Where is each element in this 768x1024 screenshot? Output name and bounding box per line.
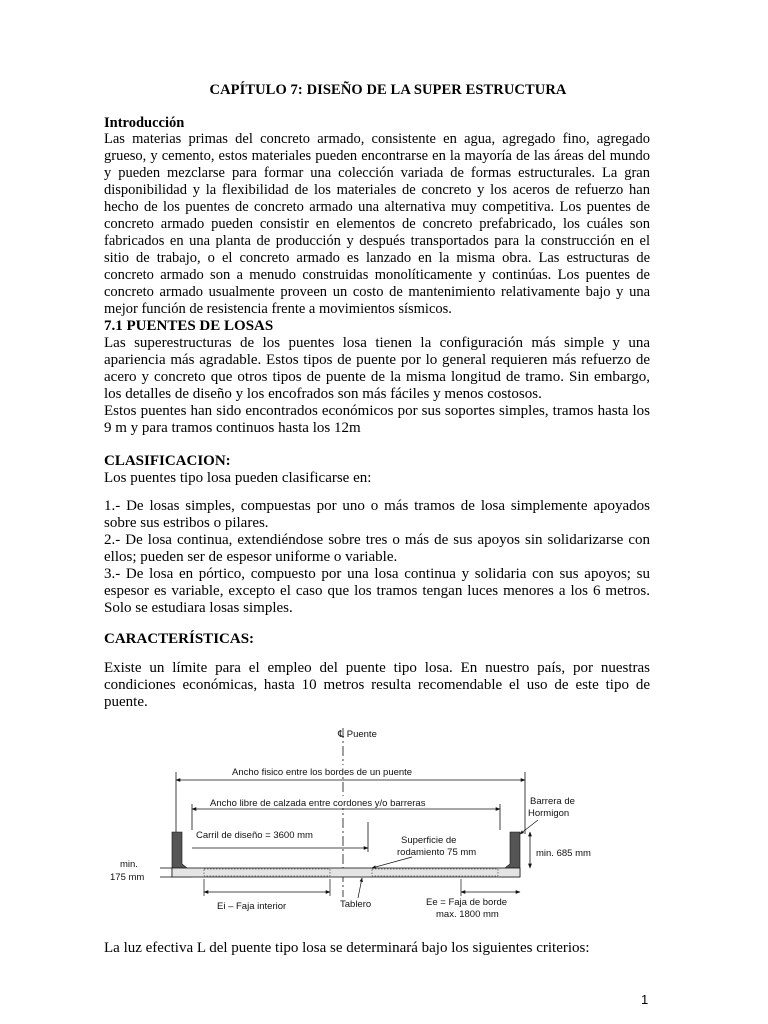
min-175-label-2: 175 mm <box>110 872 145 883</box>
faja-interior-label: Ei – Faja interior <box>217 901 287 912</box>
section-7-1-paragraph: Las superestructuras de los puentes losa tienen la configuración más simple y una apariencia más agradable. Estos tipos de puente por lo general requieren más refuerzo de acero y concreto que otros tipos de puente de la misma longitud de tramo. Sin embargo, los detalles de diseño y los encofrados son más fáciles y menos costosos. <box>104 335 650 402</box>
faja-borde-label-1: Ee = Faja de borde <box>426 897 508 908</box>
ancho-fisico-label: Ancho fisico entre los bordes de un puente <box>232 767 413 778</box>
clasificacion-heading: CLASIFICACION: <box>104 453 231 469</box>
centerline-label: ℄ Puente <box>338 729 377 740</box>
barrera-label-1: Barrera de <box>530 796 575 807</box>
clasificacion-intro: Los puentes tipo losa pueden clasificarse en: <box>104 470 372 486</box>
page-number: 1 <box>641 992 649 1007</box>
tablero-label: Tablero <box>340 899 372 910</box>
ancho-libre-label: Ancho libre de calzada entre cordones y/o barreras <box>210 798 426 809</box>
intro-heading: Introducción <box>104 115 185 131</box>
carril-label: Carril de diseño = 3600 mm <box>196 830 313 841</box>
min-175-label-1: min. <box>120 859 138 870</box>
barrera-label-2: Hormigon <box>528 808 570 819</box>
chapter-title: CAPÍTULO 7: DISEÑO DE LA SUPER ESTRUCTURA <box>209 82 567 98</box>
section-7-1-paragraph-2: Estos puentes han sido encontrados económicos por sus soportes simples, tramos hasta los 9 m y para tramos continuos hasta los 12m <box>104 403 650 436</box>
clasificacion-item-3: 3.- De losa en pórtico, compuesto por una losa continua y solidaria con sus apoyos; su espesor es variable, excepto el caso que los tramos tengan luces menores a los 6 metros. Solo se estudiara losas simples. <box>104 566 650 616</box>
clasificacion-item-1: 1.- De losas simples, compuestas por uno o más tramos de losa simplemente apoyados sobre sus estribos o pilares. <box>104 498 650 531</box>
deck-slab <box>172 868 520 877</box>
min-685-label: min. 685 mm <box>536 848 591 859</box>
bridge-cross-section-figure <box>100 722 600 927</box>
caracteristicas-paragraph: Existe un límite para el empleo del puente tipo losa. En nuestro país, por nuestras condiciones económicas, hasta 10 metros resulta recomendable el uso de este tipo de puente. <box>104 660 650 710</box>
superficie-label-2: rodamiento 75 mm <box>397 847 477 858</box>
faja-borde-label-2: max. 1800 mm <box>436 909 499 920</box>
clasificacion-item-2: 2.- De losa continua, extendiéndose sobre tres o más de sus apoyos sin solidarizarse con ellos; pueden ser de espesor uniforme o variable. <box>104 532 650 565</box>
section-7-1-heading: 7.1 PUENTES DE LOSAS <box>104 318 274 334</box>
intro-paragraph: Las materias primas del concreto armado, consistente en agua, agregado fino, agregado grueso, y cemento, estos materiales pueden encontrarse en la mayoría de las áreas del mundo y pueden mezclarse para formar una colección variada de formas estructurales. La gran disponibilidad y la flexibilidad de los materiales de concreto y los aceros de refuerzo han hecho de los puentes de concreto armado una alternativa muy competitiva. Los puentes de concreto armado pueden consistir en elementos de concreto prefabricado, los cuáles son fabricados en una planta de producción y después transportados para la construcción en el sitio de trabajo, o el concreto armado es lanzado en la misma obra. Las estructuras de concreto armado son a menudo construidas monolíticamente y continúas. Los puentes de concreto armado usualmente proveen un costo de mantenimiento relativamente bajo y una mejor función de resistencia frente a movimientos sísmicos. <box>104 131 650 317</box>
closing-paragraph: La luz efectiva L del puente tipo losa se determinará bajo los siguientes criterios: <box>104 940 590 956</box>
superficie-label-1: Superficie de <box>401 835 457 846</box>
caracteristicas-heading: CARACTERÍSTICAS: <box>104 631 255 647</box>
